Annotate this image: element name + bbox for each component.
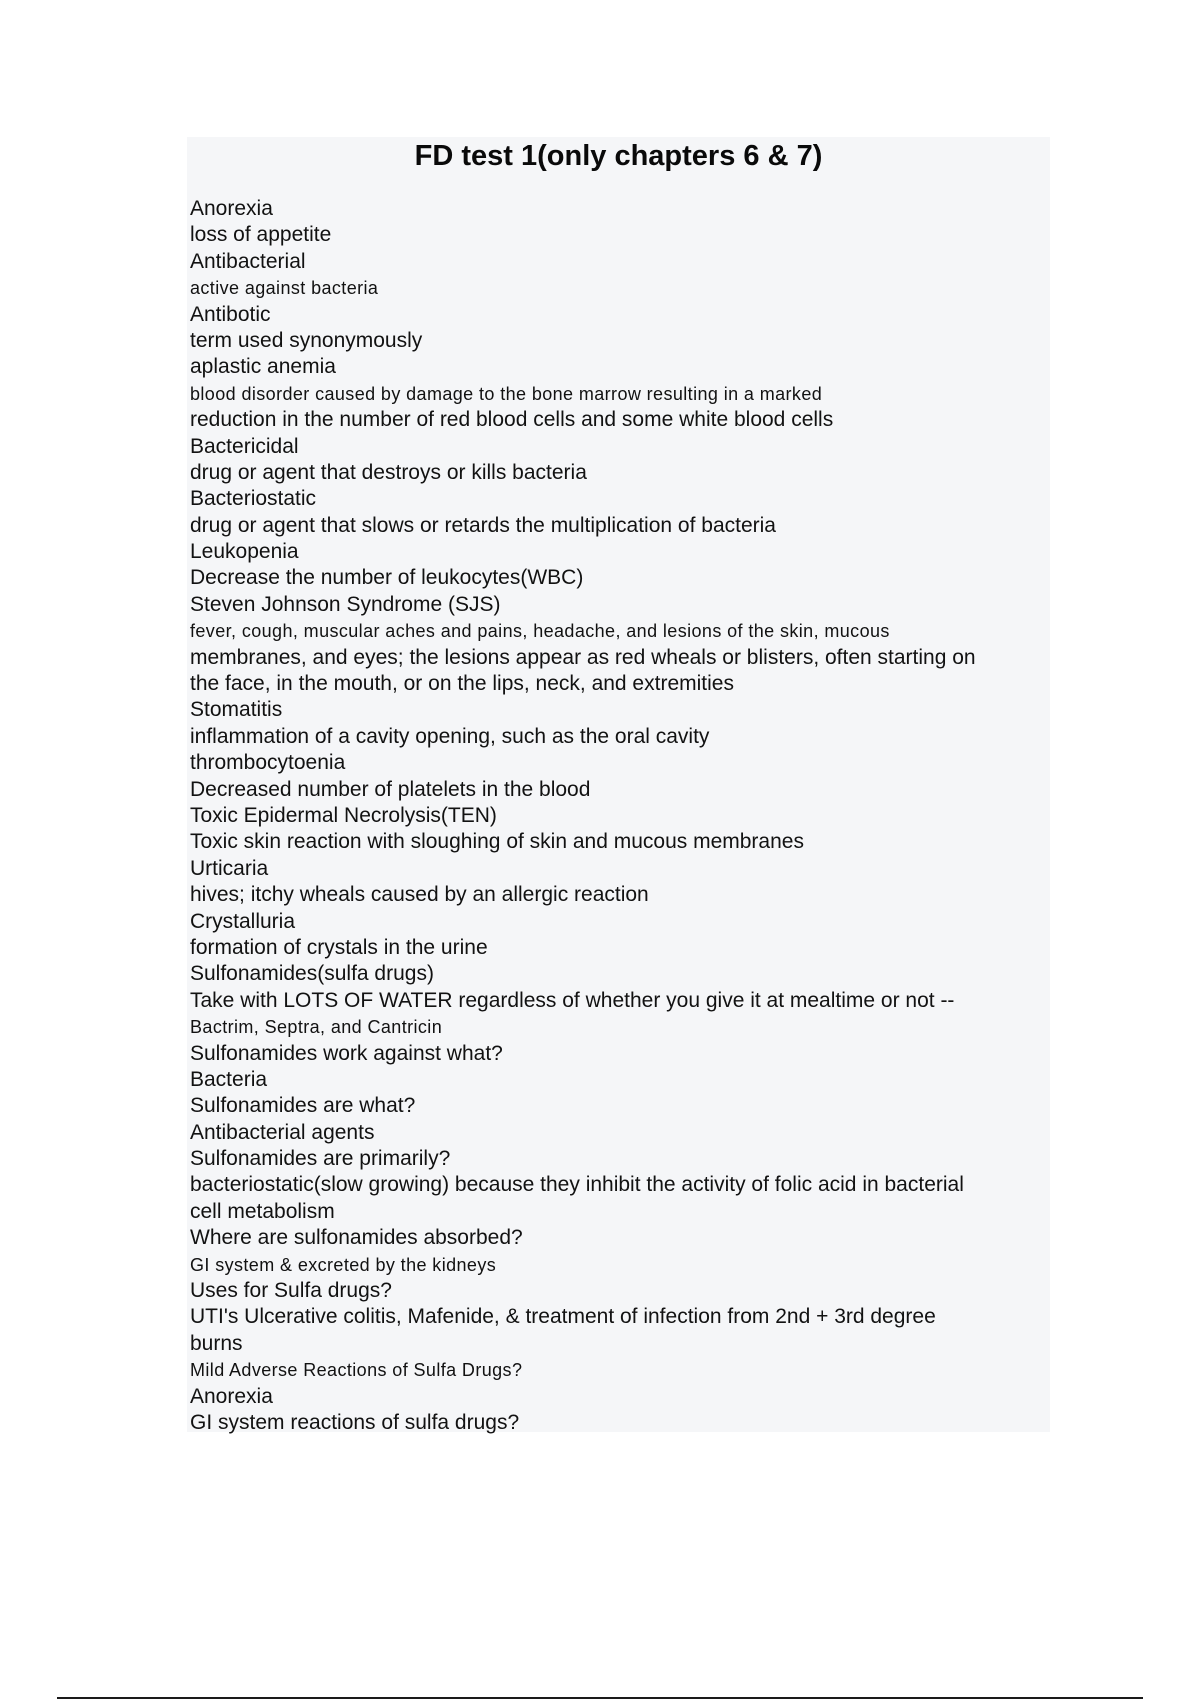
definition-line: Take with LOTS OF WATER regardless of whether you give it at mealtime or not -- xyxy=(190,988,955,1012)
definition-line: active against bacteria xyxy=(190,278,379,299)
term-line: thrombocytoenia xyxy=(190,751,346,775)
term-line: Anorexia xyxy=(190,197,273,220)
term-line: Antibacterial xyxy=(190,249,306,273)
definition-line: bacteriostatic(slow growing) because they inhibit the activity of folic acid in bacterial xyxy=(190,1173,964,1197)
term-line: Urticaria xyxy=(190,856,269,880)
term-line: aplastic anemia xyxy=(190,355,336,379)
definition-line: Antibacterial agents xyxy=(190,1120,375,1144)
term-line: Steven Johnson Syndrome (SJS) xyxy=(190,592,501,616)
term-line: Sulfonamides work against what? xyxy=(190,1041,503,1065)
term-line: Bactericidal xyxy=(190,434,299,458)
definition-line: burns xyxy=(190,1331,243,1355)
definition-line: loss of appetite xyxy=(190,223,332,247)
term-line: Mild Adverse Reactions of Sulfa Drugs? xyxy=(190,1360,523,1381)
term-line: Crystalluria xyxy=(190,909,296,933)
flashcard-list xyxy=(190,196,1045,1436)
definition-line: term used synonymously xyxy=(190,328,423,352)
definition-line: drug or agent that slows or retards the multiplication of bacteria xyxy=(190,513,776,537)
term-line: Antibotic xyxy=(190,302,271,326)
term-line: Leukopenia xyxy=(190,540,299,564)
definition-line: cell metabolism xyxy=(190,1199,335,1223)
definition-line: Bacteria xyxy=(190,1067,268,1091)
term-line: GI system reactions of sulfa drugs? xyxy=(190,1410,520,1434)
term-line: Stomatitis xyxy=(190,698,283,722)
definition-line: reduction in the number of red blood cells and some white blood cells xyxy=(190,408,834,432)
definition-line: Decrease the number of leukocytes(WBC) xyxy=(190,566,584,590)
definition-line: Decreased number of platelets in the blood xyxy=(190,777,591,801)
definition-line: inflammation of a cavity opening, such as the oral cavity xyxy=(190,724,710,748)
definition-line: GI system & excreted by the kidneys xyxy=(190,1254,497,1275)
definition-line: formation of crystals in the urine xyxy=(190,935,488,959)
definition-line: UTI's Ulcerative colitis, Mafenide, & treatment of infection from 2nd + 3rd degree xyxy=(190,1305,936,1329)
definition-line: the face, in the mouth, or on the lips, neck, and extremities xyxy=(190,672,734,696)
definition-line: Bactrim, Septra, and Cantricin xyxy=(190,1017,443,1038)
page-bottom-divider xyxy=(57,1697,1143,1699)
term-line: Uses for Sulfa drugs? xyxy=(190,1279,392,1303)
term-line: Sulfonamides(sulfa drugs) xyxy=(190,962,434,986)
definition-line: fever, cough, muscular aches and pains, headache, and lesions of the skin, mucous xyxy=(190,621,890,642)
term-line: Sulfonamides are primarily? xyxy=(190,1147,451,1171)
definition-line: drug or agent that destroys or kills bacteria xyxy=(190,460,587,484)
term-line: Sulfonamides are what? xyxy=(190,1094,416,1118)
definition-line: hives; itchy wheals caused by an allergic reaction xyxy=(190,883,649,907)
definition-line: Anorexia xyxy=(190,1384,273,1408)
term-line: Where are sulfonamides absorbed? xyxy=(190,1226,523,1250)
definition-line: membranes, and eyes; the lesions appear as red wheals or blisters, often starting on xyxy=(190,645,976,669)
definition-line: Toxic skin reaction with sloughing of skin and mucous membranes xyxy=(190,830,804,854)
definition-line: blood disorder caused by damage to the bone marrow resulting in a marked xyxy=(190,383,823,404)
term-line: Toxic Epidermal Necrolysis(TEN) xyxy=(190,803,497,827)
document-title: FD test 1(only chapters 6 & 7) xyxy=(414,140,823,172)
term-line: Bacteriostatic xyxy=(190,487,317,511)
